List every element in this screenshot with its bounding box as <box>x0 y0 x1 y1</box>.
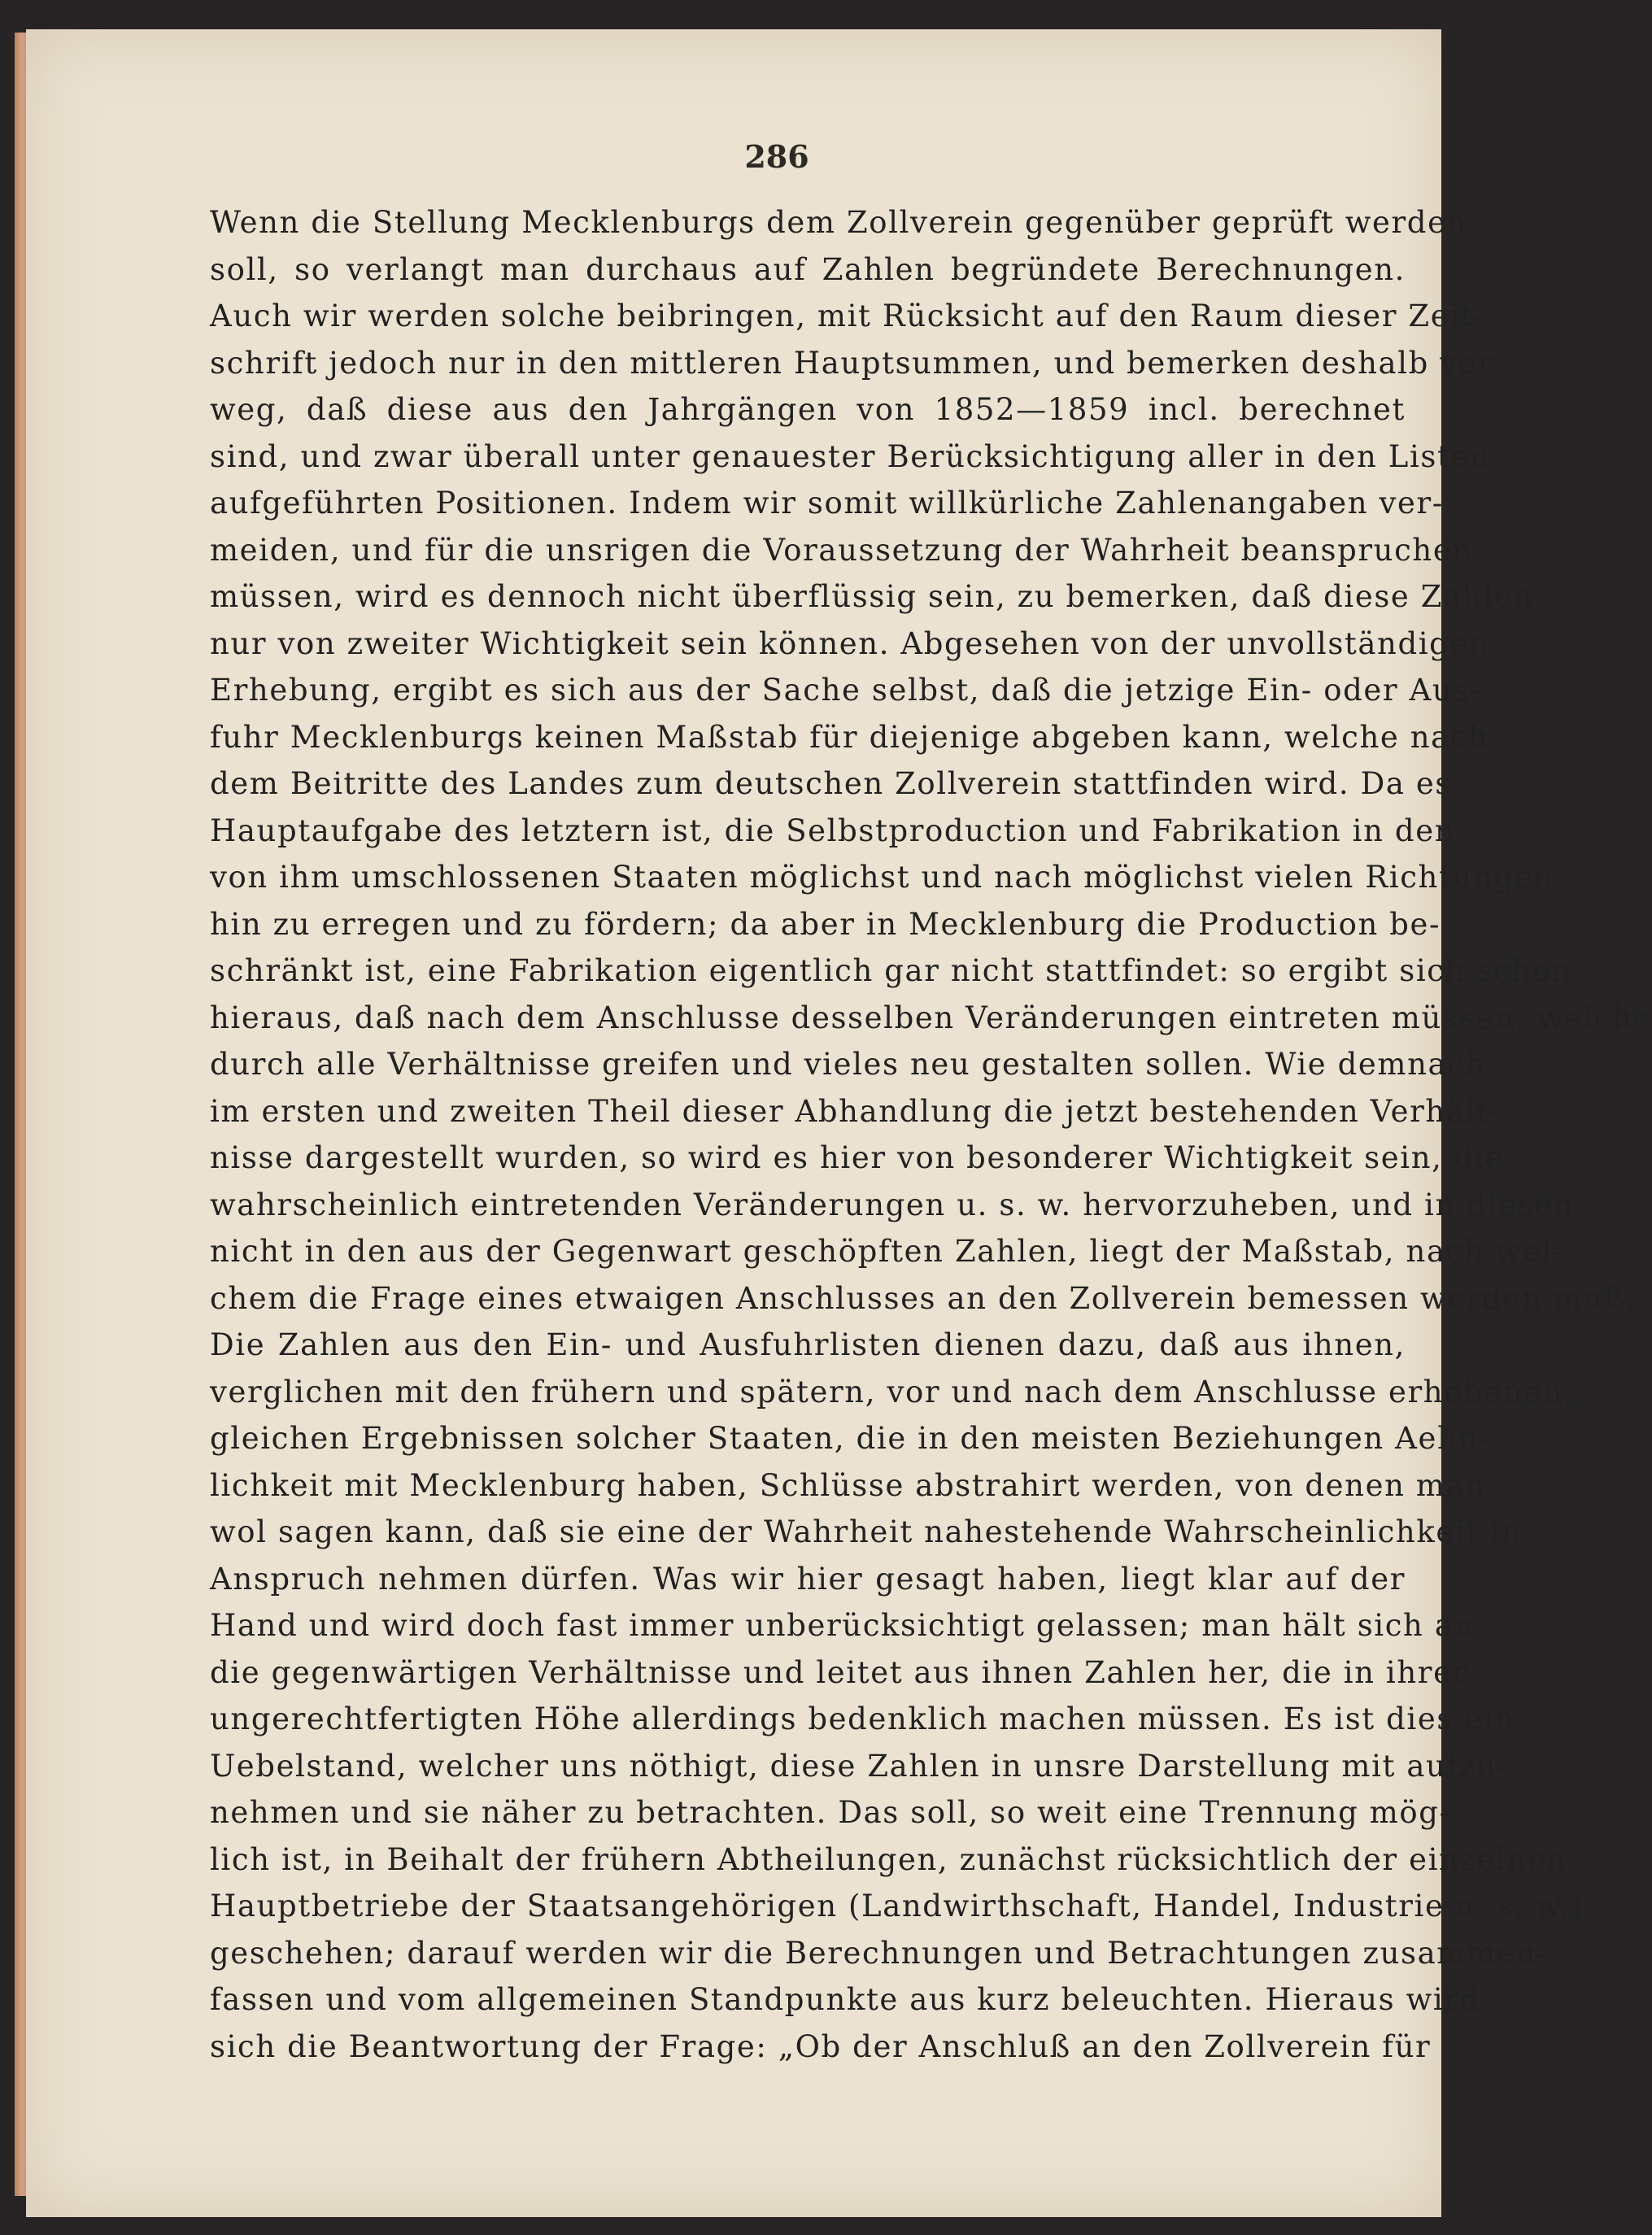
text-line: sind, und zwar überall unter genauester Berücksichtigung aller in den Listen <box>210 438 1491 474</box>
text-line: sich die Beantwortung der Frage: „Ob der Anschluß an den Zollverein für <box>210 2028 1432 2064</box>
text-line: gleichen Ergebnissen solcher Staaten, die in den meisten Beziehungen Aehn- <box>210 1421 1490 1456</box>
text-line: Erhebung, ergibt es sich aus der Sache selbst, daß die jetzige Ein- oder Aus- <box>210 673 1482 708</box>
body-text <box>210 199 1652 2070</box>
text-line: schränkt ist, eine Fabrikation eigentlich gar nicht stattfindet: so ergibt sich schon <box>210 953 1573 988</box>
text-line: nehmen und sie näher zu betrachten. Das soll, so weit eine Trennung mög- <box>210 1795 1451 1830</box>
text-line: Hauptaufgabe des letztern ist, die Selbstproduction und Fabrikation in den <box>210 813 1456 848</box>
text-line: nicht in den aus der Gegenwart geschöpften Zahlen, liegt der Maßstab, nach wel- <box>210 1234 1565 1269</box>
text-line: fuhr Mecklenburgs keinen Maßstab für diejenige abgeben kann, welche nach <box>210 719 1489 755</box>
text-line: nur von zweiter Wichtigkeit sein können. Abgesehen von der unvollständigen <box>210 625 1490 661</box>
page-number: 286 <box>744 138 809 175</box>
text-line: schrift jedoch nur in den mittleren Hauptsummen, und bemerken deshalb vor- <box>210 345 1506 381</box>
text-line: Anspruch nehmen dürfen. Was wir hier gesagt haben, liegt klar auf der <box>210 1561 1406 1597</box>
text-line: die gegenwärtigen Verhältnisse und leitet aus ihnen Zahlen her, die in ihrer <box>210 1654 1468 1690</box>
text-line: chem die Frage eines etwaigen Anschlusses an den Zollverein bemessen werden muß. <box>210 1280 1637 1316</box>
text-line: durch alle Verhältnisse greifen und vieles neu gestalten sollen. Wie demnach <box>210 1047 1486 1082</box>
text-line: von ihm umschlossenen Staaten möglichst und nach möglichst vielen Richtungen <box>210 860 1554 895</box>
text-line: ungerechtfertigten Höhe allerdings bedenklich machen müssen. Es ist dies ein <box>210 1701 1515 1736</box>
text-line: Wenn die Stellung Mecklenburgs dem Zollverein gegenüber geprüft werden <box>210 205 1468 240</box>
text-line: verglichen mit den frühern und spätern, vor und nach dem Anschlusse erhobenen, <box>210 1374 1575 1409</box>
text-line: aufgeführten Positionen. Indem wir somit willkürliche Zahlenangaben ver- <box>210 486 1444 521</box>
page-edge <box>15 33 26 2196</box>
text-line: geschehen; darauf werden wir die Berechnungen und Betrachtungen zusammen- <box>210 1935 1548 1971</box>
text-line: wol sagen kann, daß sie eine der Wahrheit nahestehende Wahrscheinlichkeit in <box>210 1514 1522 1549</box>
text-line: hieraus, daß nach dem Anschlusse desselben Veränderungen eintreten müssen, welche <box>210 1000 1652 1035</box>
text-line: Hand und wird doch fast immer unberücksichtigt gelassen; man hält sich an <box>210 1608 1475 1643</box>
text-line: Die Zahlen aus den Ein- und Ausfuhrlisten dienen dazu, daß aus ihnen, <box>210 1327 1406 1362</box>
text-line: fassen und vom allgemeinen Standpunkte aus kurz beleuchten. Hieraus wird <box>210 1982 1480 2017</box>
text-line: dem Beitritte des Landes zum deutschen Zollverein stattfinden wird. Da es <box>210 766 1452 801</box>
text-line: lich ist, in Beihalt der frühern Abtheilungen, zunächst rücksichtlich der einzelnen <box>210 1841 1567 1877</box>
text-line: Hauptbetriebe der Staatsangehörigen (Landwirthschaft, Handel, Industrie u. s. w.) <box>210 1889 1584 1923</box>
text-line: wahrscheinlich eintretenden Veränderungen u. s. w. hervorzuheben, und in diesen, <box>210 1187 1585 1222</box>
text-line: nisse dargestellt wurden, so wird es hier von besonderer Wichtigkeit sein, die <box>210 1140 1505 1175</box>
text-line: meiden, und für die unsrigen die Voraussetzung der Wahrheit beanspruchen <box>210 532 1473 568</box>
text-line: im ersten und zweiten Theil dieser Abhandlung die jetzt bestehenden Verhält- <box>210 1093 1502 1129</box>
text-line: Auch wir werden solche beibringen, mit Rücksicht auf den Raum dieser Zeit- <box>210 298 1486 333</box>
text-line: soll, so verlangt man durchaus auf Zahlen begründete Berechnungen. <box>210 251 1406 287</box>
text-line: Uebelstand, welcher uns nöthigt, diese Zahlen in unsre Darstellung mit aufzu- <box>210 1748 1509 1784</box>
text-line: müssen, wird es dennoch nicht überflüssig sein, zu bemerken, daß diese Zahlen <box>210 579 1534 614</box>
text-line: lichkeit mit Mecklenburg haben, Schlüsse abstrahirt werden, von denen man <box>210 1467 1486 1503</box>
text-line: hin zu erregen und zu fördern; da aber in Mecklenburg die Production be- <box>210 906 1441 942</box>
text-line: weg, daß diese aus den Jahrgängen von 1852—1859 incl. berechnet <box>210 392 1406 427</box>
